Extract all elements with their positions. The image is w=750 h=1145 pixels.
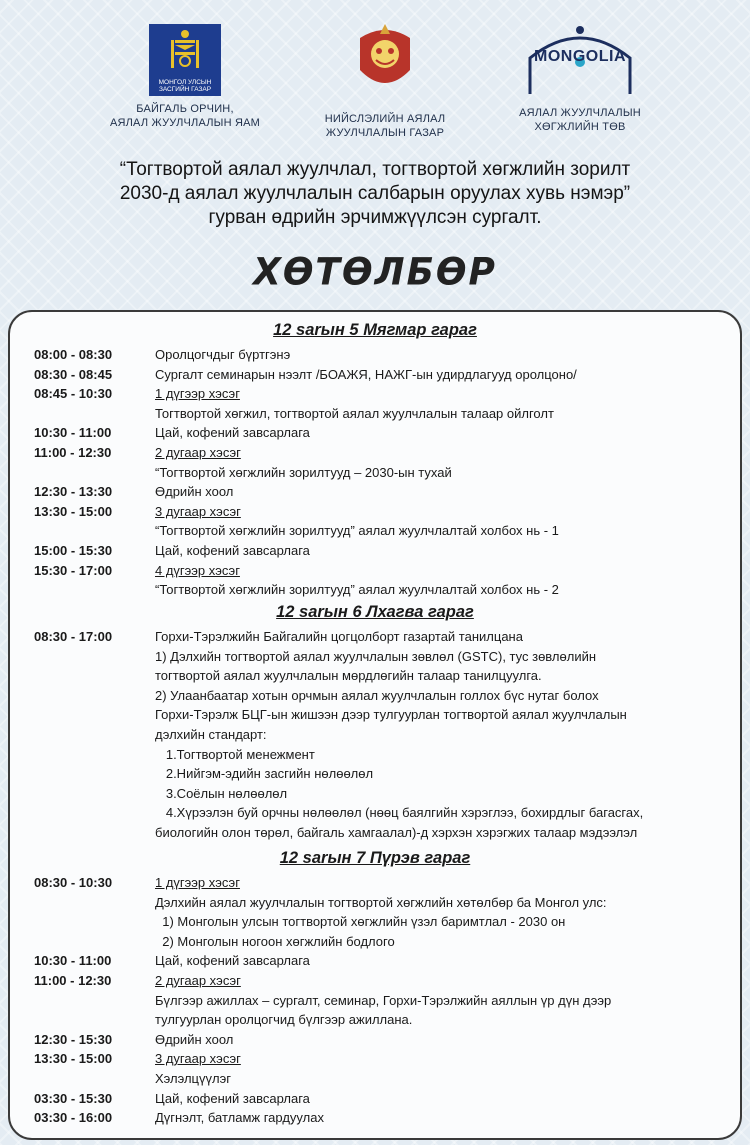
day-title: 12 sarын 6 Лхагва гараг [276, 603, 474, 621]
activity-text: “Тогтвортой хөгжлийн зорилтууд” аялал жуулчлалтай холбох нь - 1 [155, 523, 559, 539]
city-caption-1: НИЙСЛЭЛИЙН АЯЛАЛ [324, 113, 446, 125]
activity-text: Цай, кофений завсарлага [155, 953, 310, 969]
activity-text: тогтвортой аялал жуулчлалын мөрдлөгийн талаар танилцуулга. [155, 668, 542, 684]
time-slot: 13:30 - 15:00 [34, 1051, 113, 1067]
activity-text: 3 дугаар хэсэг [155, 1051, 241, 1067]
time-slot: 10:30 - 11:00 [34, 953, 112, 969]
program-heading: ХӨТӨЛБӨР [253, 250, 497, 295]
activity-text: Горхи-Тэрэлж БЦГ-ын жишээн дээр тулгуурлан тогтвортой аялал жуулчлалын [155, 707, 627, 723]
activity-text: биологийн олон төрөл, байгаль хамгаалал)-д хэрхэн хэрэгжих талаар мэдээлэл [155, 825, 638, 840]
title-line-1: “Тогтвортой аялал жуулчлал, тогтвортой хөгжлийн зорилт [119, 159, 631, 180]
ministry-caption-2: АЯЛАЛ ЖУУЛЧЛАЛЫН ЯАМ [109, 117, 261, 129]
activity-text: Горхи-Тэрэлжийн Байгалийн цогцолборт газартай танилцана [155, 629, 523, 644]
day-title: 12 sarын 5 Мягмар гараг [273, 321, 477, 339]
logo-bar [0, 0, 750, 145]
time-slot: 08:30 - 17:00 [34, 629, 113, 644]
activity-text: 1 дүгээр хэсэг [155, 875, 240, 890]
activity-text: “Тогтвортой хөгжлийн зорилтууд – 2030-ын тухай [155, 464, 452, 480]
state-emblem-icon [149, 24, 221, 96]
activity-text: Дэлхийн аялал жуулчлалын тогтвортой хөгжлийн хөтөлбөр ба Монгол улс: [155, 894, 607, 910]
time-slot: 08:30 - 08:45 [34, 366, 113, 382]
activity-text: 3.Соёлын нөлөөлөл [155, 785, 288, 801]
center-caption-2: ХӨГЖЛИЙН ТӨВ [534, 121, 626, 133]
activity-text: Оролцогчдыг бүртгэнэ [155, 347, 291, 362]
schedule-panel [8, 310, 742, 1140]
activity-text: Хэлэлцүүлэг [155, 1071, 231, 1086]
activity-text: Өдрийн хоол [155, 484, 234, 500]
activity-text: 2) Монголын ногоон хөгжлийн бодлого [155, 933, 395, 949]
title-line-2: 2030-д аялал жуулчлалын салбарын оруулах хувь нэмэр” [119, 183, 631, 204]
development-center-logo [480, 16, 680, 134]
activity-text: 2 дугаар хэсэг [155, 973, 241, 988]
time-slot: 15:00 - 15:30 [34, 543, 113, 558]
activity-text: тулгуурлан оролцогчид бүлгээр ажиллана. [155, 1012, 413, 1028]
activity-text: 1.Тогтвортой менежмент [155, 746, 315, 762]
activity-text: Дүгнэлт, батламж гардуулах [155, 1110, 324, 1126]
time-slot: 12:30 - 15:30 [34, 1031, 113, 1047]
time-slot: 12:30 - 13:30 [34, 484, 113, 500]
activity-text: Тогтвортой хөгжил, тогтвортой аялал жуулчлалын талаар ойлголт [155, 405, 554, 421]
time-slot: 15:30 - 17:00 [34, 562, 113, 578]
activity-text: дэлхийн стандарт: [155, 727, 267, 742]
activity-text: Цай, кофений завсарлага [155, 1090, 310, 1106]
activity-text: 4 дүгээр хэсэг [155, 562, 240, 578]
city-caption-2: ЖУУЛЧЛАЛЫН ГАЗАР [325, 127, 445, 139]
activity-text: 4.Хүрээлэн буй орчны нөлөөлөл (нөөц баялгийн хэрэглээ, бохирдлыг багасгах, [155, 805, 644, 821]
time-slot: 10:30 - 11:00 [34, 425, 112, 441]
activity-text: 2.Нийгэм-эдийн засгийн нөлөөлөл [155, 766, 374, 782]
emblem-text: МОНГОЛ УЛСЫН ЗАСГИЙН ГАЗАР [158, 79, 212, 93]
time-slot: 11:00 - 12:30 [34, 973, 112, 988]
city-emblem-icon [352, 20, 418, 98]
day-title: 12 sarын 7 Пүрэв гараг [279, 849, 471, 867]
time-slot: 08:00 - 08:30 [34, 347, 113, 362]
activity-text: Цай, кофений завсарлага [155, 543, 310, 558]
city-logo [290, 16, 480, 140]
center-caption-1: АЯЛАЛ ЖУУЛЧЛАЛЫН [519, 107, 641, 119]
activity-text: 3 дугаар хэсэг [155, 503, 241, 519]
activity-text: 1) Дэлхийн тогтвортой аялал жуулчлалын зөвлөл (GSTC), тус зөвлөлийн [155, 648, 597, 664]
activity-text: 2 дугаар хэсэг [155, 445, 241, 460]
time-slot: 13:30 - 15:00 [34, 503, 113, 519]
time-slot: 03:30 - 16:00 [34, 1110, 113, 1126]
time-slot: 08:30 - 10:30 [34, 875, 113, 890]
activity-text: “Тогтвортой хөгжлийн зорилтууд” аялал жуулчлалтай холбох нь - 2 [155, 582, 559, 598]
mongolia-logo [520, 20, 640, 96]
mongolia-word: MONGOLIA [534, 48, 626, 65]
activity-text: 1) Монголын улсын тогтвортой хөгжлийн үзэл баримтлал - 2030 он [155, 914, 566, 930]
ministry-caption-1: БАЙГАЛЬ ОРЧИН, [136, 103, 234, 115]
activity-text: Сургалт семинарын нээлт /БОАЖЯ, НАЖГ-ын удирдлагууд оролцоно/ [155, 366, 577, 382]
title-line-3: гурван өдрийн эрчимжүүлсэн сургалт. [208, 207, 542, 228]
time-slot: 08:45 - 10:30 [34, 386, 113, 402]
soyombo-icon [169, 28, 201, 72]
activity-text: 2) Улаанбаатар хотын орчмын аялал жуулчлалын голлох бүс нутаг болох [155, 687, 599, 703]
activity-text: 1 дүгээр хэсэг [155, 386, 240, 402]
ministry-logo [80, 16, 290, 130]
activity-text: Цай, кофений завсарлага [155, 425, 310, 441]
activity-text: Бүлгээр ажиллах – сургалт, семинар, Горхи-Тэрэлжийн аяллын үр дүн дээр [155, 992, 612, 1008]
time-slot: 03:30 - 15:30 [34, 1090, 113, 1106]
time-slot: 11:00 - 12:30 [34, 445, 112, 460]
activity-text: Өдрийн хоол [155, 1031, 234, 1047]
training-title [30, 158, 720, 230]
